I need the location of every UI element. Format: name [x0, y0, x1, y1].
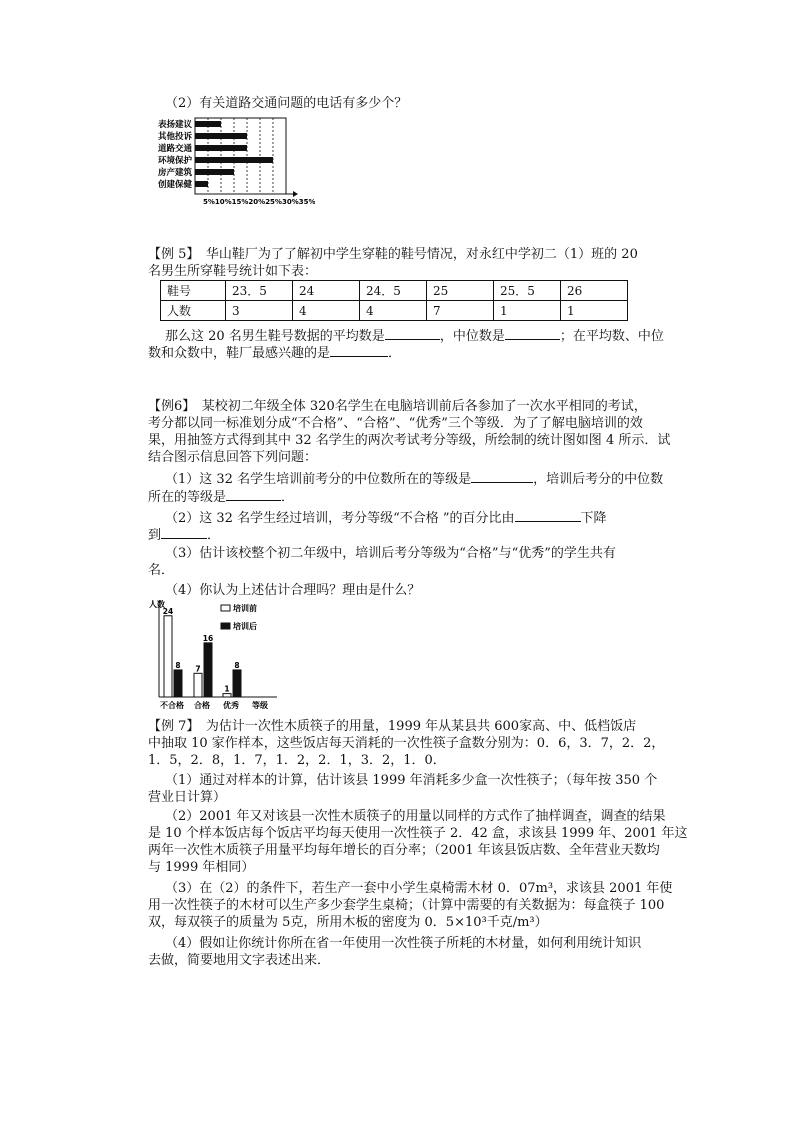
ex7-q2-d: 与 1999 年相同） [148, 860, 255, 875]
shoe-size-table [160, 280, 628, 321]
table-cell: 1 [494, 301, 561, 321]
ex5-line3-a: 那么这 20 名男生鞋号数据的平均数是 [165, 329, 385, 344]
table-cell: 1 [561, 301, 628, 321]
tick-labels [203, 198, 315, 206]
legend-swatch [221, 623, 230, 629]
data-label: 1 [224, 684, 230, 694]
bar [195, 157, 273, 163]
data-label: 16 [202, 633, 214, 643]
ex6-q1-cont [148, 488, 648, 506]
bar [194, 673, 202, 697]
category-label: 优秀 [223, 701, 239, 710]
answer-blank [330, 344, 388, 357]
ex5-line3-c: ；在平均数、中位 [559, 329, 664, 344]
ex6-q2-c: 到 [148, 528, 162, 543]
answer-blank [515, 509, 581, 522]
ex6-q1-a: （1）这 32 名学生培训前考分的中位数所在的等级是 [165, 472, 472, 487]
ex5-line4-a: 数和众数中，鞋厂最感兴趣的是 [148, 346, 331, 361]
table-cell: 4 [293, 301, 360, 321]
table-cell: 23．5 [226, 281, 293, 301]
ex6-q2-d: ． [207, 528, 221, 543]
category-label: 环境保护 [157, 156, 192, 166]
answer-blank [161, 526, 207, 539]
plot-frame [195, 118, 286, 194]
ex7-q2-c: 两年一次性木质筷子用量平均每年增长的百分率；（2001 年该县饭店数、全年营业天数均 [148, 843, 660, 858]
bar [174, 670, 182, 697]
table-cell: 鞋号 [161, 281, 226, 301]
bar [204, 643, 212, 697]
ex6-q2-a: （2）这 32 名学生经过培训，考分等级“不合格 ”的百分比由 [165, 511, 515, 526]
q2-title: （2）有关道路交通问题的电话有多少个？ [165, 96, 408, 111]
ex6-q3-cont: 名． [148, 563, 175, 578]
category-label: 创建保健 [157, 180, 192, 190]
ex6-q1-d: ． [281, 490, 295, 505]
ex5-line2: 名男生所穿鞋号统计如下表： [148, 264, 318, 279]
ex7-q1: （1）通过对样本的计算，估计该县 1999 年消耗多少盒一次性筷子；（每年按 350 个 [165, 773, 658, 788]
table-cell: 25．5 [494, 281, 561, 301]
ex7-q1-cont: 营业日计算） [148, 790, 227, 805]
bar [195, 181, 208, 187]
ex5-line3 [165, 327, 665, 345]
table-cell: 24 [293, 281, 360, 301]
answer-blank [505, 327, 560, 340]
tick-label: 10% [214, 198, 232, 206]
ex6-line1: 【例6】 某校初二年级全体 320名学生在电脑培训前后各参加了一次水平相同的考试， [148, 399, 647, 414]
bar [195, 169, 234, 175]
tick-label: 25% [265, 198, 282, 206]
category-label: 不合格 [160, 701, 184, 710]
ex7-line1: 【例 7】 为估计一次性木质筷子的用量，1999 年从某县共 600家高、中、低档饭店 [148, 719, 637, 734]
ex5-line4 [148, 344, 648, 362]
ex6-line2: 考分都以同一标准划分成“不合格”、“合格”、“优秀”三个等级．为了了解电脑培训的效 [148, 416, 643, 431]
category-label: 其他投诉 [157, 132, 192, 142]
answer-blank [471, 470, 533, 483]
complaint-bar-chart [145, 115, 315, 207]
ex7-q3-c: 双，每双筷子的质量为 5克，所用木板的密度为 0．5×10³千克/m³） [148, 915, 548, 930]
table-cell: 人数 [161, 301, 226, 321]
ex7-line3: 1．5，2．8，1．7，1．2，2．1，3．2，1．0． [148, 753, 446, 768]
legend-label: 培训前 [233, 604, 257, 613]
training-grade-chart [145, 597, 285, 715]
ex6-q1-b: ，培训后考分的中位数 [533, 472, 664, 487]
answer-blank [226, 488, 281, 501]
ex5-line1: 【例 5】 华山鞋厂为了了解初中学生穿鞋的鞋号情况，对永红中学初二（1）班的 20 [148, 247, 638, 262]
ex6-q1 [165, 470, 665, 488]
ex7-q2: （2）2001 年又对该县一次性木质筷子的用量以同样的方式作了抽样调查，调查的结果 [165, 809, 666, 824]
bar [195, 145, 247, 151]
category-label: 房产建筑 [157, 168, 192, 178]
data-label: 24 [162, 606, 174, 616]
ex7-q3-b: 用一次性筷子的木材可以生产多少套学生桌椅；（计算中需要的有关数据为：每盒筷子 100 [148, 898, 665, 913]
legend-label: 培训后 [233, 622, 257, 631]
table-row [161, 301, 628, 321]
ex6-q2-cont [148, 526, 648, 544]
ex6-q3: （3）估计该校整个初二年级中，培训后考分等级为“合格”与“优秀”的学生共有 [165, 546, 616, 561]
bar [195, 133, 247, 139]
table-cell: 25 [427, 281, 494, 301]
category-label: 合格 [194, 701, 210, 710]
bar [164, 616, 172, 697]
category-label: 道路交通 [157, 144, 192, 154]
y-axis-label: 人数 [149, 600, 165, 609]
ex6-q2-b: 下降 [580, 511, 607, 526]
data-label: 8 [234, 660, 240, 670]
ex7-q4-b: 去做，简要地用文字表述出来． [148, 953, 331, 968]
table-cell: 24．5 [360, 281, 427, 301]
tick-label: 35% [298, 198, 315, 206]
tick-label: 20% [248, 198, 266, 206]
ex6-q1-c: 所在的等级是 [148, 490, 227, 505]
legend-swatch [221, 605, 230, 611]
ex6-q2 [165, 509, 665, 527]
bar [223, 694, 231, 697]
ex5-line4-b: ． [388, 346, 402, 361]
tick-label: 5% [203, 198, 215, 206]
category-label: 表扬建议 [157, 120, 192, 130]
tick-label: 15% [231, 198, 249, 206]
bar [233, 670, 241, 697]
answer-blank [385, 327, 440, 340]
bar [195, 121, 221, 127]
axis-arrow-icon [293, 191, 298, 197]
ex7-line2: 中抽取 10 家作样本，这些饭店每天消耗的一次性筷子盒数分别为：0．6，3．7，2．2， [148, 736, 665, 751]
tick-label: 30% [281, 198, 299, 206]
ex6-line4: 结合图示信息回答下列问题： [148, 450, 318, 465]
ex7-q3: （3）在（2）的条件下，若生产一套中小学生桌椅需木材 0．07m³，求该县 2001 年使 [165, 881, 673, 896]
table-cell: 26 [561, 281, 628, 301]
x-axis-label: 等级 [252, 701, 268, 710]
ex7-q4: （4）假如让你统计你所在省一年使用一次性筷子所耗的木材量，如何利用统计知识 [165, 936, 642, 951]
ex6-q4: （4）你认为上述估计合理吗？理由是什么？ [165, 583, 421, 598]
data-label: 7 [195, 664, 201, 674]
ex5-line3-b: ，中位数是 [439, 329, 505, 344]
ex6-line3: 果，用抽签方式得到其中 32 名学生的两次考试考分等级，所绘制的统计图如图 4 所示．试 [148, 433, 671, 448]
table-cell: 4 [360, 301, 427, 321]
table-cell: 3 [226, 301, 293, 321]
ex7-q2-b: 是 10 个样本饭店每个饭店平均每天使用一次性筷子 2．42 盒，求该县 1999 年、2001 年这 [148, 826, 688, 841]
table-cell: 7 [427, 301, 494, 321]
table-row [161, 281, 628, 301]
data-label: 8 [175, 660, 181, 670]
